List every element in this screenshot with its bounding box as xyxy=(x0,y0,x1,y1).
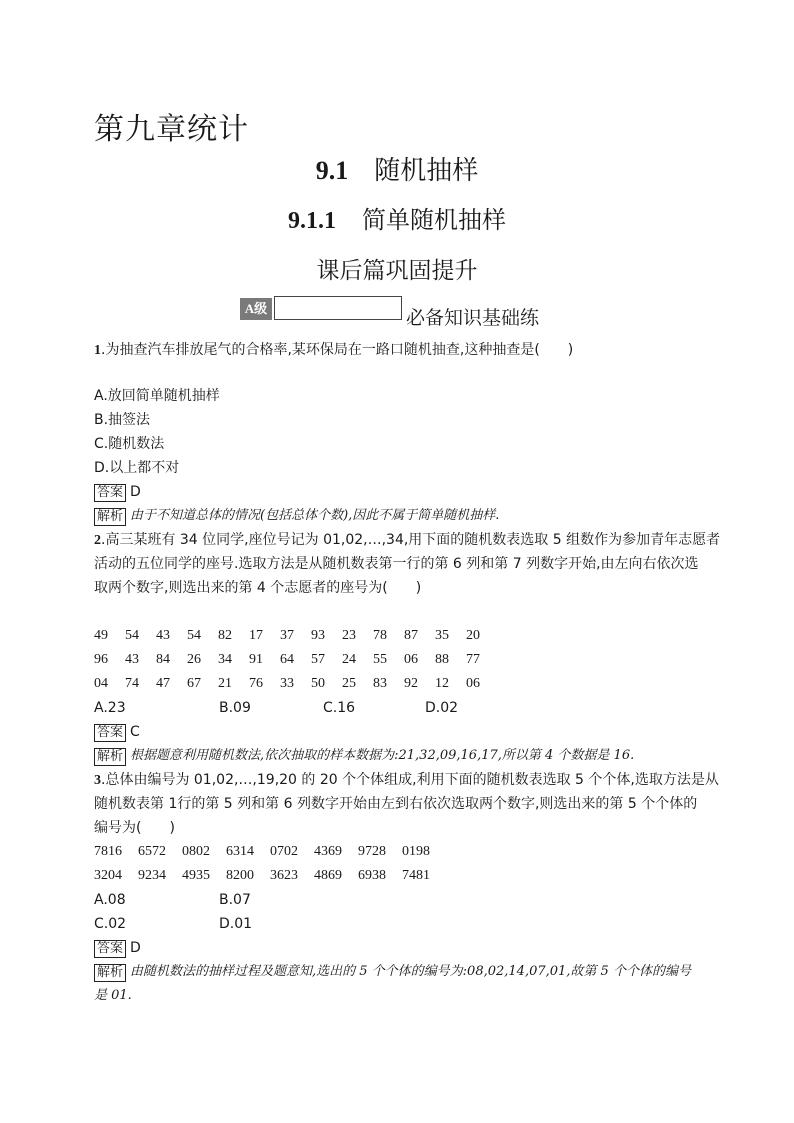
question-3-explanation-line-2: 是 01. xyxy=(94,988,132,1003)
question-1-option-b: B.抽签法 xyxy=(94,412,151,428)
question-2-explanation-label: 解析 xyxy=(94,748,126,766)
random-number-cell: 57 xyxy=(311,652,325,667)
question-1-option-d: D.以上都不对 xyxy=(94,460,180,476)
random-number-cell: 06 xyxy=(466,676,480,691)
section-heading xyxy=(0,150,794,187)
question-2-option-c: C.16 xyxy=(323,700,356,716)
random-number-cell: 3623 xyxy=(270,868,298,883)
question-3-answer: D xyxy=(130,940,141,956)
subsection-title: 简单随机抽样 xyxy=(362,206,506,234)
question-1-explanation: 由于不知道总体的情况(包括总体个数),因此不属于简单随机抽样. xyxy=(130,508,500,523)
question-2-number: 2 xyxy=(94,533,101,548)
random-number-cell: 33 xyxy=(280,676,294,691)
random-number-cell: 55 xyxy=(373,652,387,667)
question-3-answer-label: 答案 xyxy=(94,940,126,958)
question-1-option-c: C.随机数法 xyxy=(94,436,165,452)
random-number-cell: 12 xyxy=(435,676,449,691)
question-3-option-b: B.07 xyxy=(219,892,251,908)
question-3-table-row-2 xyxy=(94,866,446,886)
question-2-line-1: 2.高三某班有 34 位同学,座位号记为 01,02,…,34,用下面的随机数表选取 5 组数作为参加青年志愿者 xyxy=(94,532,721,548)
question-3-option-a: A.08 xyxy=(94,892,126,908)
random-number-cell: 0702 xyxy=(270,844,298,859)
section-title: 随机抽样 xyxy=(374,156,479,186)
random-number-cell: 96 xyxy=(94,652,108,667)
random-number-cell: 43 xyxy=(156,628,170,643)
level-name-box xyxy=(274,296,402,320)
question-1-answer-label: 答案 xyxy=(94,484,126,502)
random-number-cell: 4935 xyxy=(182,868,210,883)
question-2-table-row-1 xyxy=(94,626,497,646)
random-number-cell: 6938 xyxy=(358,868,386,883)
random-number-cell: 67 xyxy=(187,676,201,691)
question-2-answer: C xyxy=(130,724,140,740)
chapter-title: 第九章统计 xyxy=(94,112,249,147)
random-number-cell: 77 xyxy=(466,652,480,667)
random-number-cell: 34 xyxy=(218,652,232,667)
subsection-number: 9.1.1 xyxy=(288,208,336,234)
question-3-explanation-line-1: 由随机数法的抽样过程及题意知,选出的 5 个个体的编号为:08,02,14,07,01,故第 5 个个体的编号 xyxy=(130,964,691,979)
random-number-cell: 76 xyxy=(249,676,263,691)
level-title: 必备知识基础练 xyxy=(406,307,540,329)
random-number-cell: 93 xyxy=(311,628,325,643)
random-number-cell: 04 xyxy=(94,676,108,691)
random-number-cell: 20 xyxy=(466,628,480,643)
random-number-cell: 84 xyxy=(156,652,170,667)
random-number-cell: 6572 xyxy=(138,844,166,859)
random-number-cell: 26 xyxy=(187,652,201,667)
question-2-table-row-3 xyxy=(94,674,497,694)
section-number: 9.1 xyxy=(315,156,349,185)
random-number-cell: 9728 xyxy=(358,844,386,859)
random-number-cell: 54 xyxy=(125,628,139,643)
random-number-cell: 4369 xyxy=(314,844,342,859)
random-number-cell: 06 xyxy=(404,652,418,667)
random-number-cell: 47 xyxy=(156,676,170,691)
random-number-cell: 24 xyxy=(342,652,356,667)
random-number-cell: 25 xyxy=(342,676,356,691)
question-3-line-1: 3.总体由编号为 01,02,…,19,20 的 20 个个体组成,利用下面的随机数表选取 5 个个体,选取方法是从 xyxy=(94,772,719,788)
random-number-cell: 87 xyxy=(404,628,418,643)
random-number-cell: 91 xyxy=(249,652,263,667)
question-3-line-2: 随机数表第 1行的第 5 列和第 6 列数字开始由左到右依次选取两个数字,则选出来的第 5 个个体的 xyxy=(94,796,698,812)
random-number-cell: 37 xyxy=(280,628,294,643)
review-title: 课后篇巩固提升 xyxy=(316,258,478,284)
question-3-table-row-1 xyxy=(94,842,446,862)
subsection-heading xyxy=(0,200,794,235)
question-3-explanation-label: 解析 xyxy=(94,964,126,982)
question-3-number: 3 xyxy=(94,773,101,788)
question-1-line-1: 1.为抽查汽车排放尾气的合格率,某环保局在一路口随机抽查,这种抽查是( ) xyxy=(94,342,574,358)
random-number-cell: 74 xyxy=(125,676,139,691)
random-number-cell: 7481 xyxy=(402,868,430,883)
random-number-cell: 3204 xyxy=(94,868,122,883)
random-number-cell: 78 xyxy=(373,628,387,643)
level-badge: A级 xyxy=(240,298,272,320)
random-number-cell: 54 xyxy=(187,628,201,643)
random-number-cell: 83 xyxy=(373,676,387,691)
random-number-cell: 23 xyxy=(342,628,356,643)
random-number-cell: 0802 xyxy=(182,844,210,859)
random-number-cell: 64 xyxy=(280,652,294,667)
question-3-line-3: 编号为( ) xyxy=(94,820,175,836)
random-number-cell: 50 xyxy=(311,676,325,691)
question-2-option-d: D.02 xyxy=(425,700,459,716)
random-number-cell: 17 xyxy=(249,628,263,643)
question-2-option-b: B.09 xyxy=(219,700,251,716)
question-3-option-c: C.02 xyxy=(94,916,127,932)
question-2-table-row-2 xyxy=(94,650,497,670)
question-1-option-a: A.放回简单随机抽样 xyxy=(94,388,220,404)
random-number-cell: 0198 xyxy=(402,844,430,859)
question-2-option-a: A.23 xyxy=(94,700,126,716)
question-1-explanation-label: 解析 xyxy=(94,508,126,526)
random-number-cell: 88 xyxy=(435,652,449,667)
random-number-cell: 35 xyxy=(435,628,449,643)
random-number-cell: 43 xyxy=(125,652,139,667)
random-number-cell: 6314 xyxy=(226,844,254,859)
question-1-number: 1 xyxy=(94,343,101,358)
question-2-explanation: 根据题意利用随机数法,依次抽取的样本数据为:21,32,09,16,17,所以第 4 个数据是 16. xyxy=(130,748,635,763)
question-2-line-3: 取两个数字,则选出来的第 4 个志愿者的座号为( ) xyxy=(94,580,422,596)
random-number-cell: 92 xyxy=(404,676,418,691)
random-number-cell: 9234 xyxy=(138,868,166,883)
question-3-option-d: D.01 xyxy=(219,916,253,932)
random-number-cell: 4869 xyxy=(314,868,342,883)
random-number-cell: 21 xyxy=(218,676,232,691)
random-number-cell: 49 xyxy=(94,628,108,643)
question-2-answer-label: 答案 xyxy=(94,724,126,742)
question-2-line-2: 活动的五位同学的座号.选取方法是从随机数表第一行的第 6 列和第 7 列数字开始,由左向右依次选 xyxy=(94,556,699,572)
question-1-answer: D xyxy=(130,484,141,500)
random-number-cell: 7816 xyxy=(94,844,122,859)
random-number-cell: 82 xyxy=(218,628,232,643)
random-number-cell: 8200 xyxy=(226,868,254,883)
